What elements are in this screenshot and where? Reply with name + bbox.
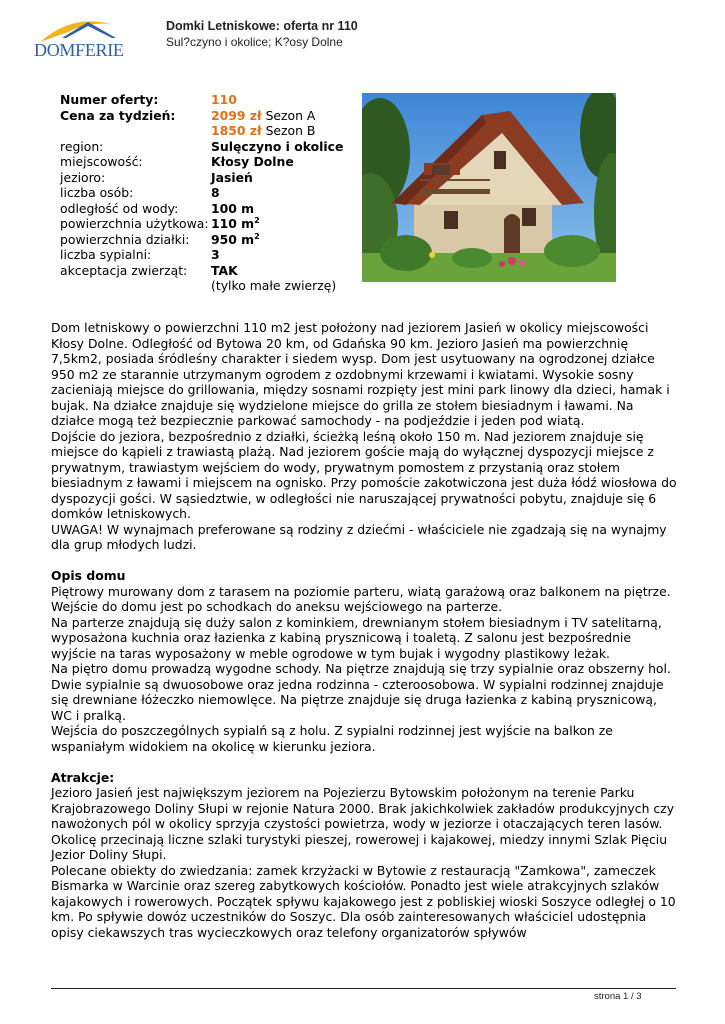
spec-label: liczba osób: [60,185,134,200]
lake-access-paragraph: Dojście do jeziora, bezpośrednio z działki, ścieżką leśną około 150 m. Nad jeziorem znajduje się miejsce do kąpieli z trawiastą plażą. Nad jeziorem goście mają do wyłącznej dyspozycji miejsce z prywatnym, trawiastym wejściem do wody, prywatnym pomostem z przystanią oraz stołem biesiadnym z ławami i miejscem na ognisko. Przy pomoście zakotwiczona jest duża łódź wiosłowa do dyspozycji gości. W sąsiedztwie, w odległości nie naruszającej prywatności pobytu, znajduje się 6 domków letniskowych. [51,428,677,521]
page-number: strona 1 / 3 [594,991,642,1002]
house-paragraph: Wejścia do poszczególnych sypialń są z holu. Z sypialni rodzinnej jest wyjście na balkon ze wspaniałym widokiem na okolicę w kierunku jeziora. [51,723,613,754]
price-row-a [60,108,360,124]
spec-value: Kłosy Dolne [211,154,294,169]
spec-row-pets-note [60,278,360,294]
price-b-season: Sezon B [265,123,316,138]
document-subtitle: Sul?czyno i okolice; K?osy Dolne [166,35,343,49]
document-title: Domki Letniskowe: oferta nr 110 [166,19,358,33]
spec-row-region [60,139,360,155]
spec-value: TAK [211,262,238,278]
pets-note: (tylko małe zwierzę) [211,278,337,293]
domferie-logo [32,16,146,64]
intro-paragraph: Dom letniskowy o powierzchni 110 m2 jest położony nad jeziorem Jasień w okolicy miejscowości Kłosy Dolne. Odległość od Bytowa 20 km, od Gdańska 90 km. Jezioro Jasień ma powierzchnię 7,5km2, posiada śródleśny charakter i siedem wysp. Dom jest usytuowany na ogrodzonej działce 950 m2 ze starannie utrzymanym ogrodem z ozdobnymi krzewami i kwiatami. Wysokie sosny zacieniają miejsce do grillowania, między sosnami rozpięty jest mini park linowy dla dzieci, hamak i bujak. Na działce znajduje się wydzielone miejsce do grilla ze stołem biesiadnym i ławami. Na działce mogą też bezpiecznie parkować samochody - na podjeździe i jeden pod wiatą. [51,320,670,428]
offer-description [51,320,677,940]
spec-label: odległość od wody: [60,200,179,216]
spec-label: akceptacja zwierząt: [60,262,188,278]
attractions-section-title: Atrakcje: [51,769,115,785]
spec-row-pets [60,263,360,279]
price-b-amount: 1850 zł [211,123,262,138]
offer-number-row [60,92,360,108]
square-exponent: 2 [254,215,260,225]
house-paragraph: Na parterze znajdują się duży salon z kominkiem, drewnianym stołem biesiadnym i TV satelitarną, wyposażona kuchnia oraz łazienka z kabiną prysznicową i toaletą. Z salonu jest bezpośrednie wyjście na taras wyposażony w meble ogrodowe w tym bujak i wygodny plastikowy leżak. [51,614,662,661]
spec-value: 3 [211,247,220,262]
spec-label: jezioro: [60,169,106,185]
price-a-season: Sezon A [265,107,316,123]
spec-row-bedrooms [60,247,360,263]
footer-divider [51,988,676,989]
offer-specs [60,92,360,294]
spec-value: 100 m [211,200,255,216]
spec-row-plot-area [60,232,360,248]
price-label: Cena za tydzień: [60,107,176,123]
house-photo [362,93,616,282]
spec-row-usable-area [60,216,360,232]
spec-row-lake [60,170,360,186]
price-a-amount: 2099 zł [211,107,262,123]
spec-label: powierzchnia użytkowa: [60,216,209,231]
spec-row-water-distance [60,201,360,217]
square-exponent: 2 [254,231,260,241]
spec-row-locality [60,154,360,170]
warning-paragraph: UWAGA! W wynajmach preferowane są rodziny z dziećmi - właściciele nie zgadzają się na wynajmy dla grup młodych ludzi. [51,521,667,552]
spec-value: Sulęczyno i okolice [211,138,344,154]
price-row-b [60,123,360,139]
house-paragraph: Na piętro domu prowadzą wygodne schody. Na piętrze znajdują się trzy sypialnie oraz obszerny hol. Dwie sypialnie są dwuosobowe oraz jedna rodzinna - czteroosobowa. W sypialni rodzinnej znajduje się drewniane łóżeczko niemowlęce. Na piętrze znajduje się druga łazienka z kabiną prysznicową, WC i pralką. [51,661,671,723]
house-paragraph: Piętrowy murowany dom z tarasem na poziomie parteru, wiatą garażową oraz balkonem na piętrze. Wejście do domu jest po schodkach do aneksu wejściowego na parterze. [51,583,671,614]
spec-label: liczba sypialni: [60,247,152,262]
spec-row-persons [60,185,360,201]
offer-number-label: Numer oferty: [60,92,159,107]
house-section-title: Opis domu [51,568,126,583]
attractions-paragraph: Jezioro Jasień jest największym jeziorem na Pojezierzu Bytowskim położonym na terenie Parku Krajobrazowego Doliny Słupi w rejonie Natura 2000. Brak jakichkolwiek zakładów produkcyjnych czy nawożonych pól w okolicy sprzyja czystości powietrza, wody w jeziorze i otaczających teren lasów. Okolicę przecinają liczne szlaki turystyki pieszej, rowerowej i kajakowej, miedzy innymi Szlak Pięciu Jezior Doliny Słupi. [51,785,675,862]
spec-value: 8 [211,185,220,200]
logo-text: DOMFERIE [34,40,124,60]
attractions-paragraph: Polecane obiekty do zwiedzania: zamek krzyżacki w Bytowie z restauracją "Zamkowa", zameczek Bismarka w Warcinie oraz szereg zabytkowych kościołów. Ponadto jest wiele atrakcyjnych szlaków kajakowych i rowerowych. Początek spływu kajakowego jest z pobliskiej wioski Soszyce odległej o 10 km. Po spływie dowóz uczestników do Soszyc. Dla osób zainteresowanych właściciel udostępnia opisy ciekawszych tras wycieczkowych oraz telefony organizatorów spływów [51,862,676,940]
spec-value: Jasień [211,169,253,185]
spec-value: 110 m [211,216,255,231]
spec-label: region: [60,138,104,154]
spec-label: miejscowość: [60,154,143,169]
offer-number-value: 110 [211,92,237,107]
spec-value: 950 m [211,231,255,247]
spec-label: powierzchnia działki: [60,231,190,247]
